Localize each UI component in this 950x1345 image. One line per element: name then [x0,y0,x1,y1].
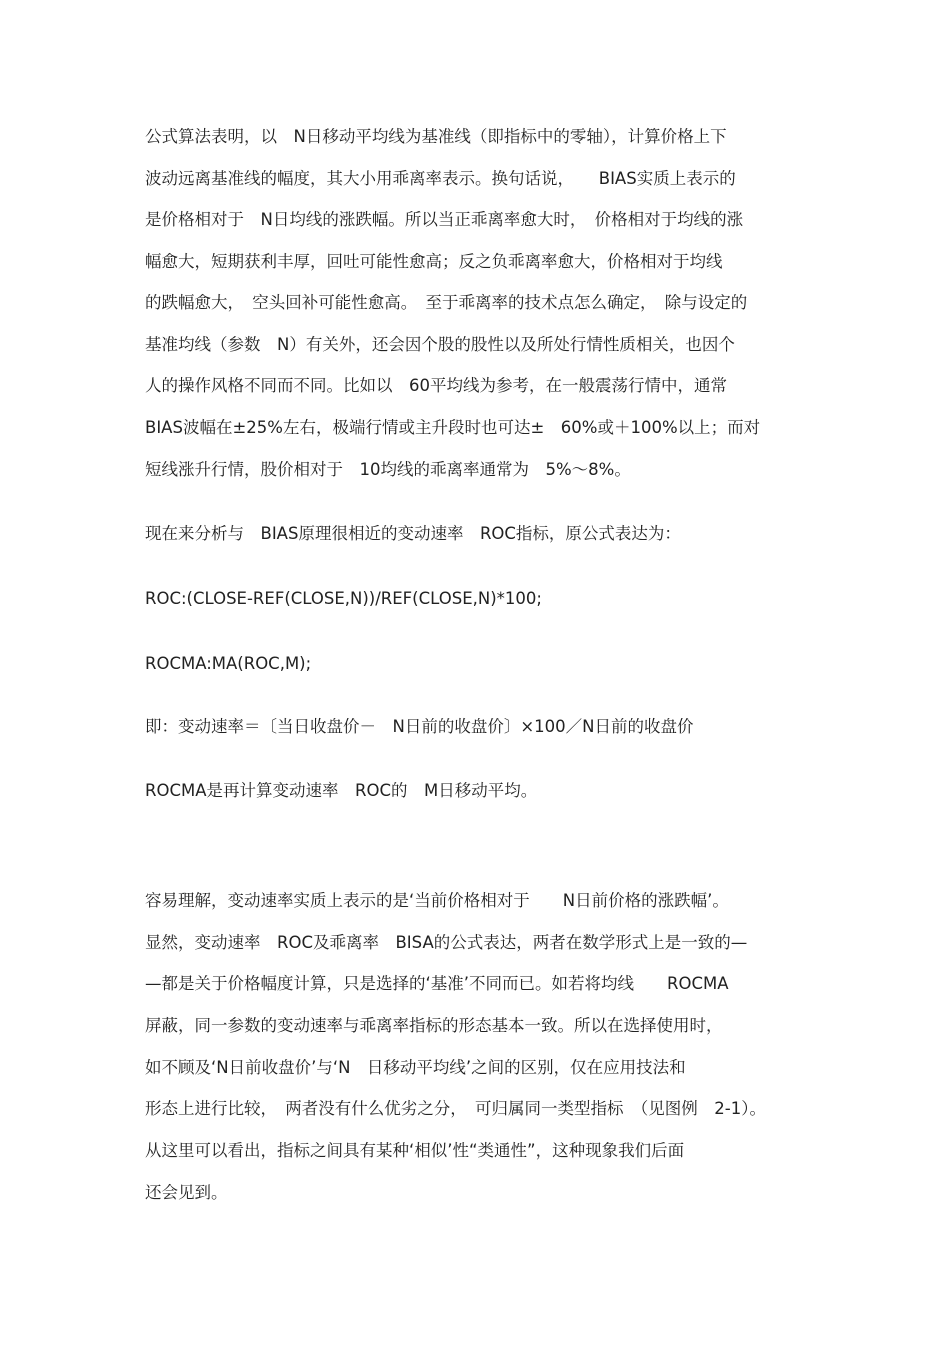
formula-explanation: 即：变动速率＝〔当日收盘价－ N日前的收盘价〕×100／N日前的收盘价 [145,717,694,736]
roc-formula: ROC:(CLOSE-REF(CLOSE,N))/REF(CLOSE,N)*100; [145,589,542,608]
rocma-explanation: ROCMA是再计算变动速率 ROC的 M日移动平均。 [145,781,538,800]
paragraph-line: 的跌幅愈大， 空头回补可能性愈高。 至于乖离率的技术点怎么确定， 除与设定的 [145,293,748,312]
intro-paragraph: 现在来分析与 BIAS原理很相近的变动速率 ROC指标，原公式表达为： [145,524,681,543]
paragraph-line: 屏蔽，同一参数的变动速率与乖离率指标的形态基本一致。所以在选择使用时， [145,1016,723,1035]
paragraph-line: 人的操作风格不同而不同。比如以 60平均线为参考，在一般震荡行情中，通常 [145,376,727,395]
paragraph-line: 容易理解，变动速率实质上表示的是‘当前价格相对于 N日前价格的涨跌幅’。 [145,891,729,910]
paragraph-line: 短线涨升行情，股价相对于 10均线的乖离率通常为 5%～8%。 [145,460,631,479]
paragraph-line: 是价格相对于 N日均线的涨跌幅。所以当正乖离率愈大时， 价格相对于均线的涨 [145,210,744,229]
paragraph-line: 显然，变动速率 ROC及乖离率 BISA的公式表达，两者在数学形式上是一致的— [145,933,748,952]
paragraph-line: 从这里可以看出，指标之间具有某种‘相似’性“类通性”，这种现象我们后面 [145,1141,685,1160]
paragraph-line: 公式算法表明，以 N日移动平均线为基准线（即指标中的零轴），计算价格上下 [145,127,727,146]
paragraph-line: BIAS波幅在±25%左右，极端行情或主升段时也可达± 60%或＋100%以上；而对 [145,418,761,437]
paragraph-line: 基准均线（参数 N）有关外，还会因个股的股性以及所处行情性质相关，也因个 [145,335,735,354]
paragraph-line: 幅愈大，短期获利丰厚，回吐可能性愈高；反之负乖离率愈大，价格相对于均线 [145,252,723,271]
paragraph-line: 形态上进行比较， 两者没有什么优劣之分， 可归属同一类型指标 （见图例 2-1）。 [145,1099,766,1118]
paragraph-line: —都是关于价格幅度计算，只是选择的‘基准’不同而已。如若将均线 ROCMA [145,974,729,993]
paragraph-line: 波动远离基准线的幅度，其大小用乖离率表示。换句话说， BIAS实质上表示的 [145,169,736,188]
paragraph-line: 还会见到。 [145,1183,228,1202]
paragraph-line: 如不顾及‘N日前收盘价’与‘N 日移动平均线’之间的区别，仅在应用技法和 [145,1058,686,1077]
rocma-formula: ROCMA:MA(ROC,M); [145,654,312,673]
